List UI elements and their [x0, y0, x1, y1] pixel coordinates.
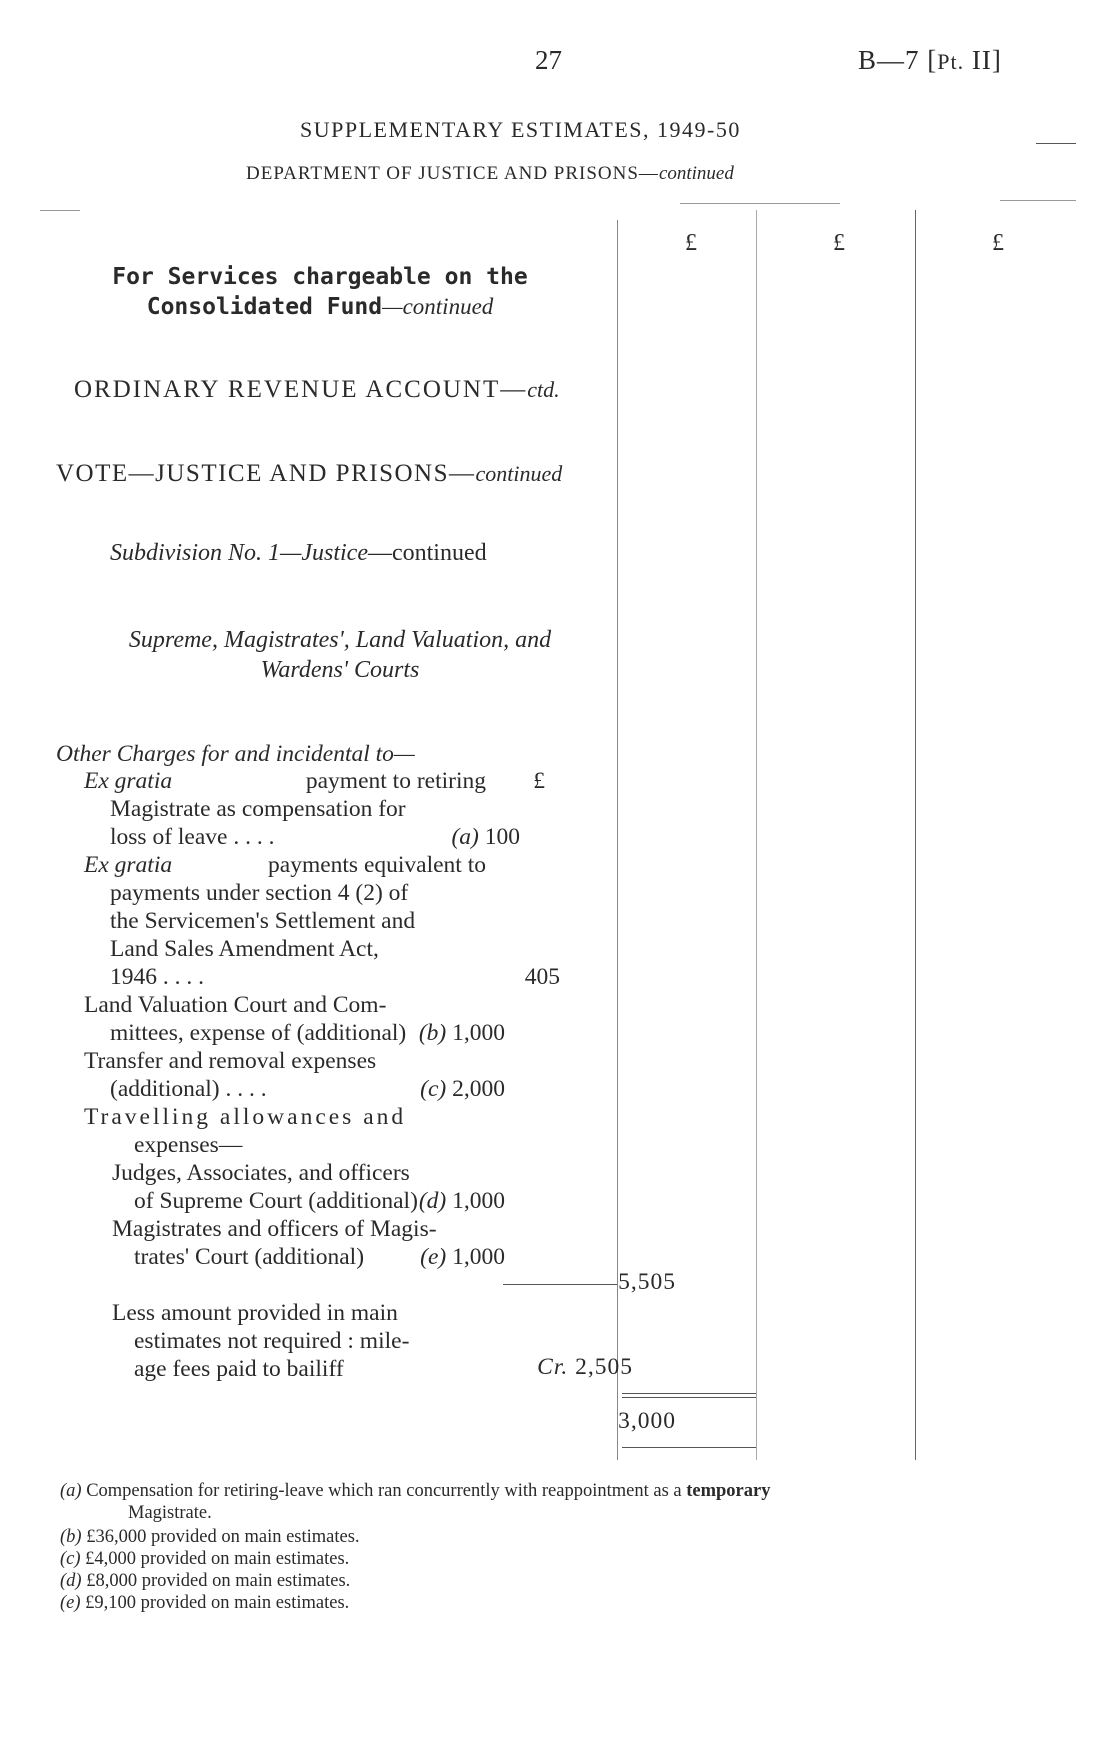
exgratia1-italic: Ex gratia: [84, 768, 173, 794]
exgratia2-italic: Ex gratia: [84, 852, 173, 878]
header-rule-mid: [680, 203, 840, 204]
exgratia2-l1: payments equivalent to: [268, 852, 486, 878]
less-line3: age fees paid to bailiff: [134, 1356, 344, 1382]
courts-heading-line2: Wardens' Courts: [260, 657, 420, 683]
transfer-amount: [420, 1075, 505, 1103]
footnote-d: [60, 1570, 350, 1592]
exgratia1-line3: loss of leave . . . .: [110, 824, 275, 850]
transfer-line1: Transfer and removal expenses: [84, 1048, 377, 1074]
subtotal-rule: [503, 1284, 617, 1285]
footnote-d-label: (d): [60, 1571, 82, 1591]
subdivision-heading: [110, 540, 487, 567]
section-heading-line1: For Services chargeable on the: [112, 264, 528, 290]
page-subtitle: [246, 163, 734, 185]
land-amount: [419, 1019, 505, 1047]
footnote-e: [60, 1592, 349, 1614]
footnote-b-text: £36,000 provided on main estimates.: [81, 1527, 360, 1547]
account-heading-italic: ctd.: [527, 377, 560, 402]
footnote-a-continued: Magistrate.: [128, 1503, 212, 1523]
column-rule-2: [756, 210, 757, 1460]
total-rule-top-2: [622, 1397, 756, 1398]
header-rule-right: [1036, 143, 1076, 144]
exgratia2-amount: 405: [524, 964, 560, 990]
exgratia1-note: (a): [451, 824, 479, 850]
transfer-line2: (additional) . . . .: [110, 1076, 267, 1102]
charges-heading: Other Charges for and incidental to—: [56, 741, 415, 767]
total-amount: 3,000: [618, 1408, 676, 1434]
mags-value: 1,000: [452, 1244, 505, 1270]
page-ref-pt: Pt.: [937, 49, 965, 74]
less-value: 2,505: [575, 1354, 633, 1380]
page-title: SUPPLEMENTARY ESTIMATES, 1949-50: [300, 117, 741, 142]
footnote-a-text: Compensation for retiring-leave which ran concurrently with reappointment as a: [81, 1481, 687, 1501]
subdivision-text: —continued: [367, 540, 487, 566]
footnote-a-label: (a): [60, 1481, 82, 1501]
land-line1: Land Valuation Court and Com-: [84, 992, 387, 1018]
mags-line1: Magistrates and officers of Magis-: [112, 1216, 437, 1242]
footnote-e-text: £9,100 provided on main estimates.: [80, 1593, 350, 1613]
section-heading: [70, 262, 570, 322]
page-number: 27: [535, 45, 562, 75]
exgratia1-l1: payment to retiring: [305, 768, 486, 794]
total-rule-top-1: [622, 1393, 756, 1394]
section-heading-line2-text: Consolidated Fund: [146, 294, 383, 320]
subdivision-italic: Subdivision No. 1—Justice: [110, 540, 368, 566]
column-rule-3: [915, 210, 916, 1460]
total-rule-bottom: [622, 1447, 756, 1448]
mags-line2: trates' Court (additional): [134, 1244, 365, 1270]
land-value: 1,000: [452, 1020, 505, 1046]
courts-heading-line1: Supreme, Magistrates', Land Valuation, and: [128, 627, 552, 653]
subtitle-text: DEPARTMENT OF JUSTICE AND PRISONS—: [246, 163, 659, 184]
footnote-c: [60, 1548, 349, 1570]
judges-amount: [419, 1187, 505, 1215]
exgratia1-amount: [451, 823, 520, 851]
section-heading-line2: [70, 292, 570, 322]
transfer-value: 2,000: [452, 1076, 505, 1102]
mags-note: (e): [420, 1244, 447, 1270]
judges-line1: Judges, Associates, and officers: [112, 1160, 410, 1186]
courts-heading: [70, 625, 610, 685]
exgratia1-line2: Magistrate as compensation for: [110, 796, 406, 822]
transfer-note: (c): [420, 1076, 447, 1102]
page-ref-prefix: B—7 [: [858, 45, 938, 75]
section-heading-line2-italic: —continued: [382, 294, 494, 319]
judges-note: (d): [418, 1188, 447, 1214]
column-header-1: £: [685, 230, 697, 256]
exgratia2-line5: 1946 . . . .: [110, 964, 204, 990]
subtitle-italic: continued: [658, 163, 734, 184]
account-heading-text: ORDINARY REVENUE ACCOUNT—: [74, 376, 528, 403]
footnote-d-text: £8,000 provided on main estimates.: [81, 1571, 351, 1591]
footnote-b-label: (b): [60, 1527, 82, 1547]
exgratia2-line1: [84, 851, 486, 879]
footnote-c-label: (c): [60, 1549, 81, 1569]
footnote-c-text: £4,000 provided on main estimates.: [80, 1549, 350, 1569]
header-rule-far-right: [1000, 200, 1076, 201]
inner-column-pound: £: [533, 768, 545, 794]
page-reference: [858, 45, 1002, 76]
column-header-2: £: [833, 230, 845, 256]
travelling-line1: Travelling allowances and: [84, 1104, 407, 1130]
land-note: (b): [418, 1020, 447, 1046]
less-line2: estimates not required : mile-: [134, 1328, 410, 1354]
column-header-3: £: [992, 230, 1004, 256]
judges-value: 1,000: [452, 1188, 505, 1214]
exgratia1-line1: [84, 767, 486, 795]
less-prefix: Cr.: [537, 1354, 569, 1380]
account-heading: [74, 376, 560, 404]
page-ref-suffix: II]: [964, 45, 1002, 75]
land-line2: mittees, expense of (additional): [110, 1020, 407, 1046]
vote-heading-italic: continued: [475, 461, 563, 486]
footnote-e-label: (e): [60, 1593, 81, 1613]
subtotal-amount: 5,505: [618, 1269, 676, 1295]
less-amount: [537, 1353, 633, 1381]
vote-heading-text: VOTE—JUSTICE AND PRISONS—: [56, 460, 476, 487]
less-line1: Less amount provided in main: [112, 1300, 398, 1326]
vote-heading: [56, 460, 562, 488]
header-rule-left: [40, 210, 80, 211]
footnote-b: [60, 1526, 360, 1548]
exgratia2-line2: payments under section 4 (2) of: [110, 880, 409, 906]
exgratia1-value: 100: [484, 824, 520, 850]
exgratia2-line3: the Servicemen's Settlement and: [110, 908, 416, 934]
exgratia2-line4: Land Sales Amendment Act,: [110, 936, 379, 962]
footnote-a: [60, 1480, 770, 1502]
travelling-line2: expenses—: [134, 1132, 243, 1158]
footnote-a-bold: temporary: [686, 1481, 771, 1501]
mags-amount: [420, 1243, 505, 1271]
judges-line2: of Supreme Court (additional): [134, 1188, 418, 1214]
